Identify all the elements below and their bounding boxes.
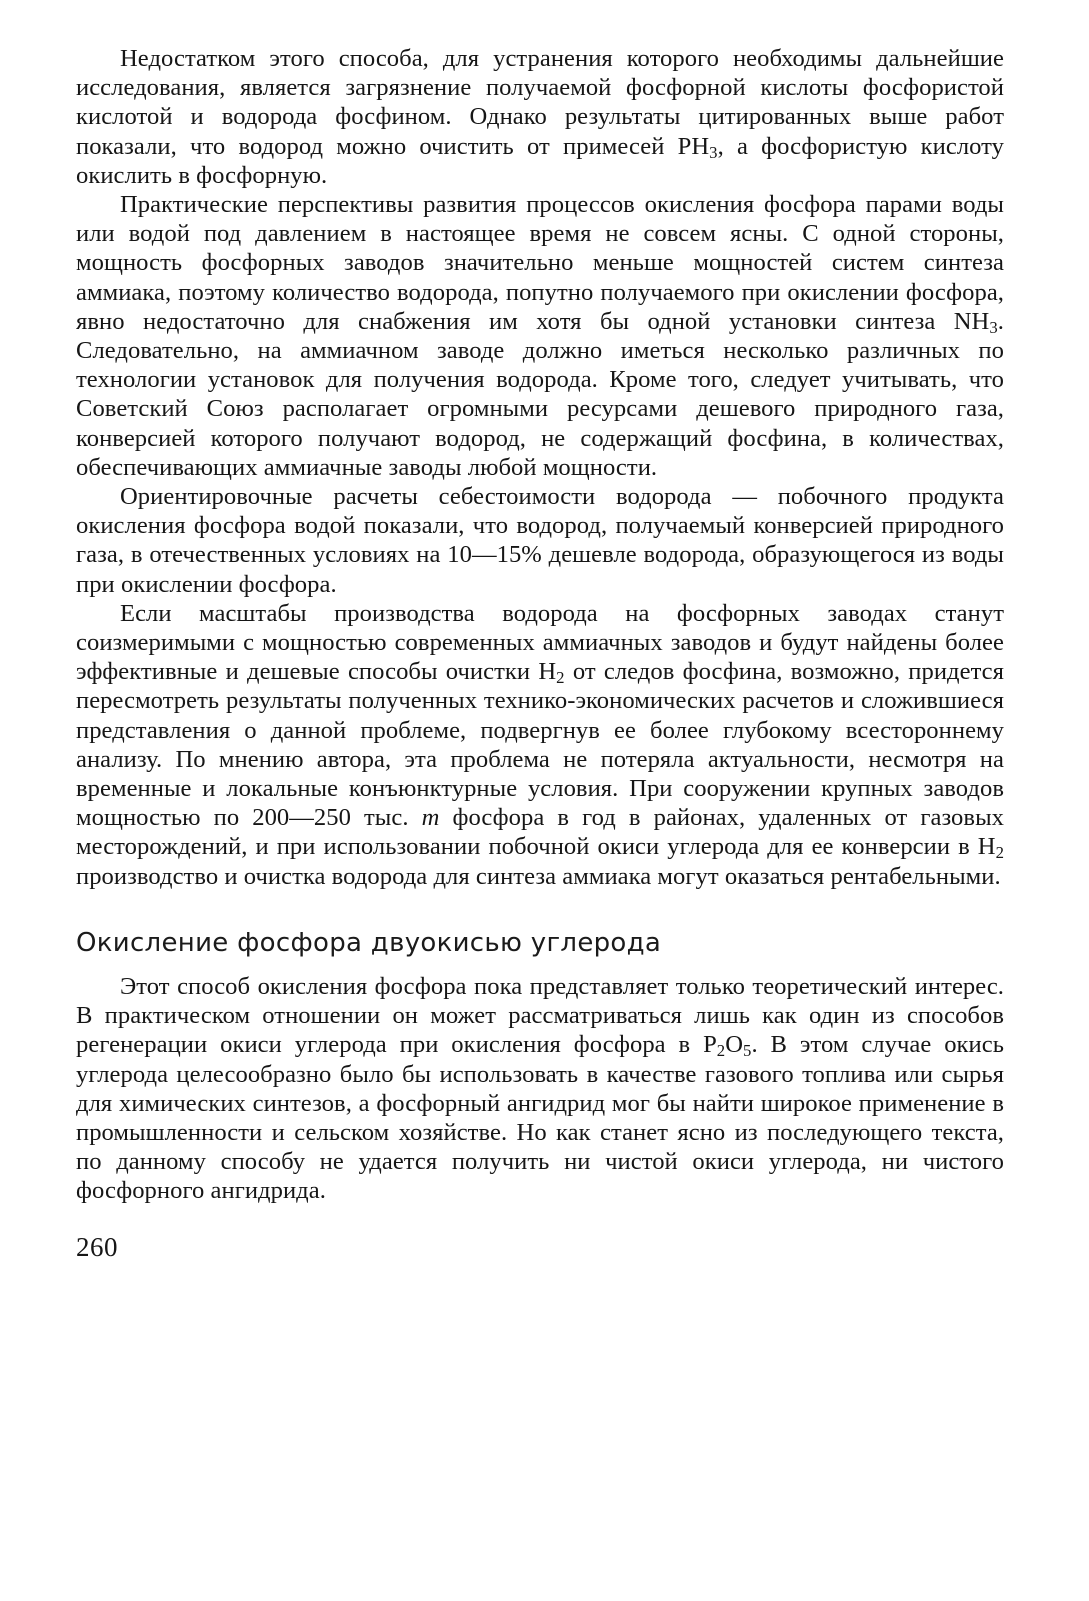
paragraph: Этот способ окисления фосфора пока представляет только теоретический интерес. В практическом отношении он может рассматриваться лишь как один из способов регенерации окиси углерода при окисления фосфора в $P_2O_5$. В этом случае окись углерода целесообразно было бы использовать в качестве газового топлива или сырья для химических синтезов, а фосфорный ангидрид мог бы найти широкое применение в промышленности и сельском хозяйстве. Но как станет ясно из последующего текста, по данному способу не удается получить ни чистой окиси углерода, ни чистого фосфорного ангидрида. xyxy=(76,972,1004,1205)
paragraph: Ориентировочные расчеты себестоимости водорода — побочного продукта окисления фосфора водой показали, что водород, получаемый конверсией природного газа, в отечественных условиях на 10—15% дешевле водорода, образующегося из воды при окислении фосфора. xyxy=(76,483,1004,598)
body-text-before-heading xyxy=(76,44,1004,891)
section-heading: Окисление фосфора двуокисью углерода xyxy=(76,927,662,958)
paragraph: Недостатком этого способа, для устранения которого необходимы дальнейшие исследования, является загрязнение получаемой фосфорной кислоты фосфористой кислотой и водорода фосфином. Однако результаты цитированных выше работ показали, что водород можно очистить от примесей $PH_3$, а фосфористую кислоту окислить в фосфорную. xyxy=(76,45,1004,189)
page-number: 260 xyxy=(76,1231,118,1262)
book-page xyxy=(76,44,1004,1262)
body-text-after-heading xyxy=(76,972,1004,1206)
paragraph: Практические перспективы развития процессов окисления фосфора парами воды или водой под давлением в настоящее время не совсем ясны. С одной стороны, мощность фосфорных заводов значительно меньше мощностей систем синтеза аммиака, поэтому количество водорода, попутно получаемого при окислении фосфора, явно недостаточно для снабжения им хотя бы одной установки синтеза $NH_3$. Следовательно, на аммиачном заводе должно иметься несколько различных по технологии установок для получения водорода. Кроме того, следует учитывать, что Советский Союз располагает огромными ресурсами дешевого природного газа, конверсией которого получают водород, не содержащий фосфина, в количествах, обеспечивающих аммиачные заводы любой мощности. xyxy=(76,191,1004,481)
paragraph: Если масштабы производства водорода на фосфорных заводах станут соизмеримыми с мощностью современных аммиачных заводов и будут найдены более эффективные и дешевые способы очистки $H_2$ от следов фосфина, возможно, придется пересмотреть результаты полученных технико-экономических расчетов и сложившиеся представления о данной проблеме, подвергнув ее более глубокому всестороннему анализу. По мнению автора, эта проблема не потеряла актуальности, несмотря на временные и локальные конъюнктурные условия. При сооружении крупных заводов мощностью по 200—250 тыс. т фосфора в год в районах, удаленных от газовых месторождений, и при использовании побочной окиси углерода для ее конверсии в $H_2$ производство и очистка водорода для синтеза аммиака могут оказаться рентабельными. xyxy=(76,599,1005,890)
